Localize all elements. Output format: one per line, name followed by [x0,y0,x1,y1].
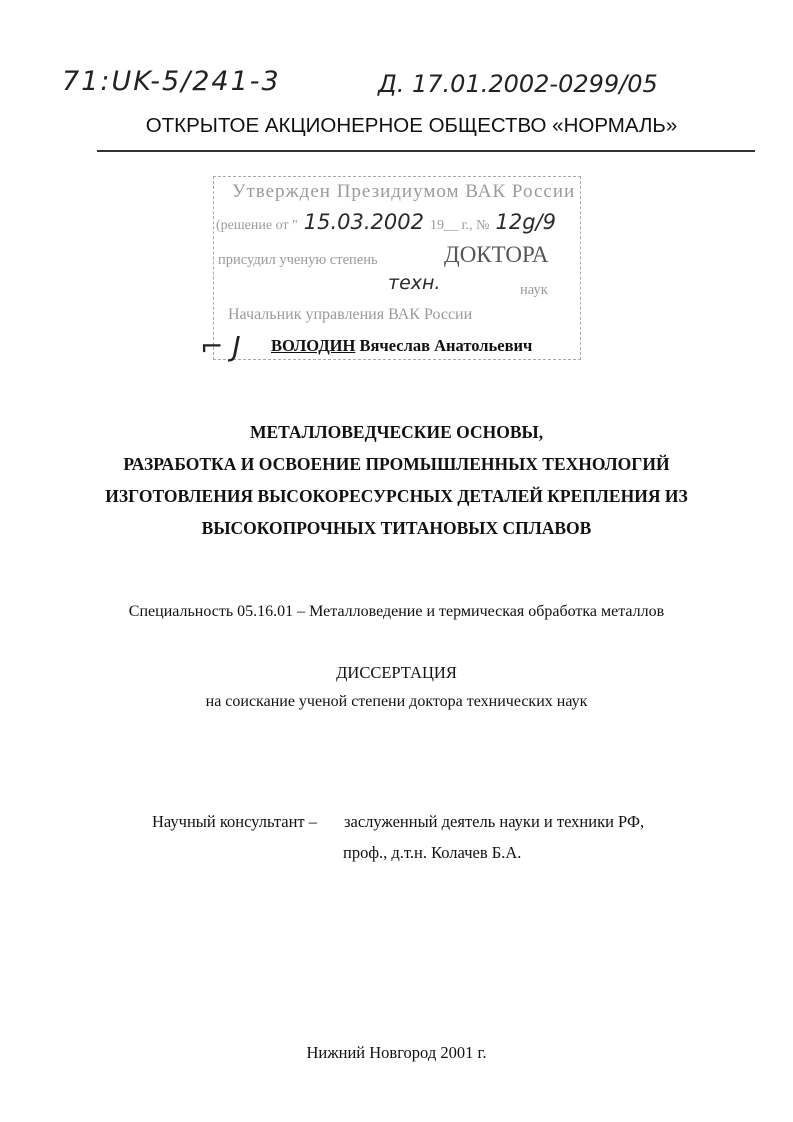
signature-mark: ⌐ J [200,330,241,363]
consultant-title: заслуженный деятель науки и техники РФ, [344,812,645,831]
author-name [271,336,532,356]
author-surname: ВОЛОДИН [271,336,356,355]
author-given-names: Вячеслав Анатольевич [359,336,533,355]
title-line-3: ИЗГОТОВЛЕНИЯ ВЫСОКОРЕСУРСНЫХ ДЕТАЛЕЙ КРЕПЛЕНИЯ ИЗ [105,486,688,506]
stamp-line-5: Начальник управления ВАК России [228,306,473,323]
stamp-number: 12g/9 [495,210,556,234]
stamp-degree: ДОКТОРА [444,242,549,267]
city-year: Нижний Новгород 2001 г. [306,1043,487,1062]
specialty: Специальность 05.16.01 – Металловедение и термическая обработка металлов [128,603,665,620]
consultant-name: проф., д.т.н. Колачев Б.А. [343,843,522,862]
handwritten-archive-code: 71:UK-5/241-3 [62,66,281,97]
organization-header: ОТКРЫТОЕ АКЦИОНЕРНОЕ ОБЩЕСТВО «НОРМАЛЬ» [145,114,678,137]
stamp-line-3: присудил ученую степень [218,252,378,268]
title-line-4: ВЫСОКОПРОЧНЫХ ТИТАНОВЫХ СПЛАВОВ [201,518,592,538]
stamp-line-2 [216,210,556,234]
stamp-line-2-prefix: (решение от " [216,218,298,233]
stamp-date: 15.03.2002 [303,210,424,234]
degree-sought: на соискание ученой степени доктора технических наук [205,693,588,710]
stamp-line-2-mid: 19__ г., № [429,218,490,233]
title-line-1: МЕТАЛЛОВЕДЧЕСКИЕ ОСНОВЫ, [249,422,544,442]
header-divider [97,150,755,152]
stamp-line-1: Утвержден Президиумом ВАК России [232,181,576,202]
title-line-2: РАЗРАБОТКА И ОСВОЕНИЕ ПРОМЫШЛЕННЫХ ТЕХНОЛОГИЙ [123,454,670,474]
document-type: ДИССЕРТАЦИЯ [336,663,457,682]
handwritten-registry-number: Д. 17.01.2002-0299/05 [378,70,658,98]
consultant-label: Научный консультант – [152,812,317,831]
stamp-field: техн. [388,272,441,294]
stamp-line-4-suffix: наук [520,282,548,298]
